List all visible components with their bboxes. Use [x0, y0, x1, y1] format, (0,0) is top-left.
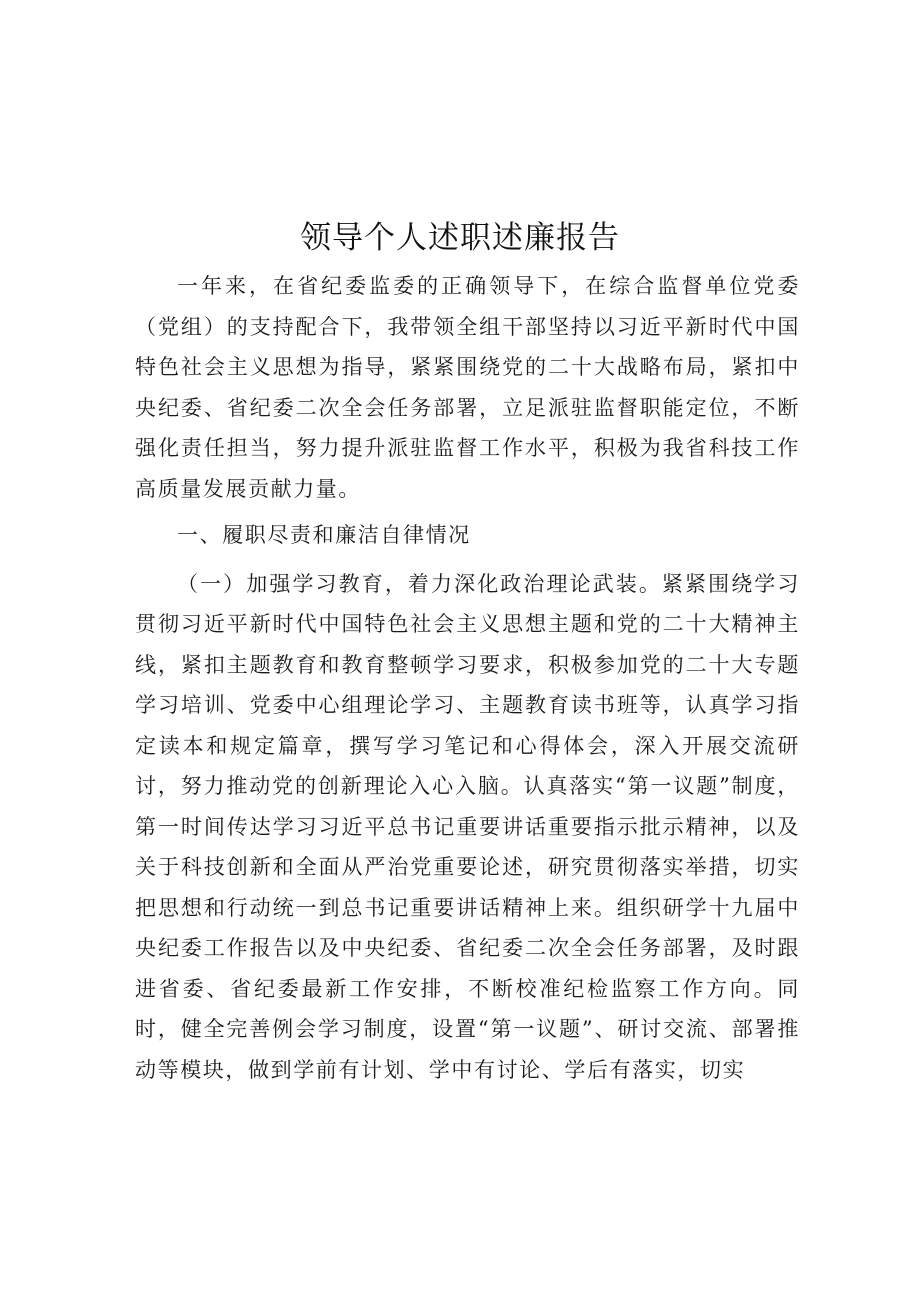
section-heading: 一、履职尽责和廉洁自律情况: [177, 523, 471, 547]
subsection-paragraph: （一）加强学习教育，着力深化政治理论武装。紧紧围绕学习贯彻习近平新时代中国特色社会主义思想主题和党的二十大精神主线，紧扣主题教育和教育整顿学习要求，积极参加党的二十大专题学习培训、党委中心组理论学习、主题教育读书班等，认真学习指定读本和规定篇章，撰写学习笔记和心得体会，深入开展交流研讨，努力推动党的创新理论入心入脑。认真落实“第一议题”制度，第一时间传达学习习近平总书记重要讲话重要指示批示精神，以及关于科技创新和全面从严治党重要论述，研究贯彻落实举措，切实把思想和行动统一到总书记重要讲话精神上来。组织研学十九届中央纪委工作报告以及中央纪委、省纪委二次全会任务部署，及时跟进省委、省纪委最新工作安排，不断校准纪检监察工作方向。同时，健全完善例会学习制度，设置“第一议题”、研讨交流、部署推动等模块，做到学前有计划、学中有讨论、学后有落实，切实: [135, 571, 800, 1082]
document-body: [135, 266, 800, 1090]
intro-paragraph: 一年来，在省纪委监委的正确领导下，在综合监督单位党委（党组）的支持配合下，我带领全组干部坚持以习近平新时代中国特色社会主义思想为指导，紧紧围绕党的二十大战略布局，紧扣中央纪委、省纪委二次全会任务部署，立足派驻监督职能定位，不断强化责任担当，努力提升派驻监督工作水平，积极为我省科技工作高质量发展贡献力量。: [135, 274, 800, 501]
document-title: 领导个人述职述廉报告: [300, 220, 620, 256]
